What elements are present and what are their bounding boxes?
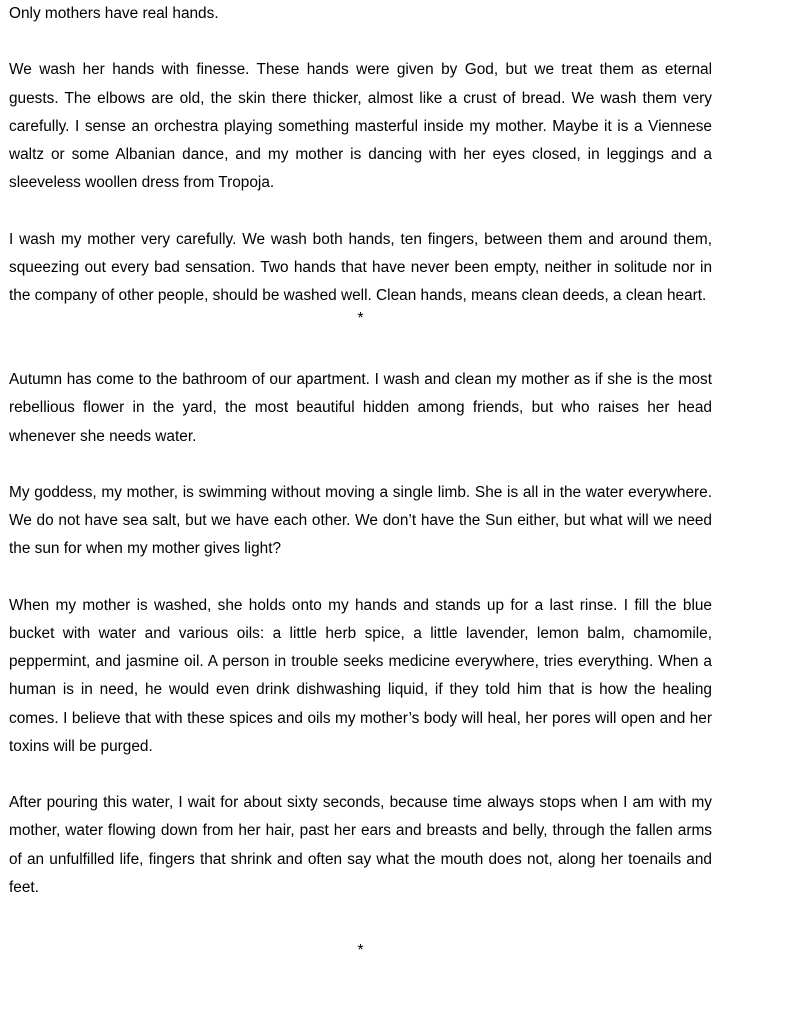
section-gap: [9, 328, 712, 366]
section-gap: [9, 902, 712, 942]
paragraph-gap: [9, 197, 712, 225]
paragraph-1: Only mothers have real hands.: [9, 5, 219, 22]
paragraph-2: We wash her hands with finesse. These hands were given by God, but we treat them as eternal guests. The elbows are old, the skin there thicker, almost like a crust of bread. We wash them very carefully. I sense an orchestra playing something masterful inside my mother. Maybe it is a Viennese waltz or some Albanian dance, and my mother is dancing with her eyes closed, in leggings and a sleeveless woollen dress from Tropoja.: [9, 61, 712, 192]
paragraph-gap: [9, 761, 712, 789]
paragraph-6: When my mother is washed, she holds onto my hands and stands up for a last rinse. I fill the blue bucket with water and various oils: a little herb spice, a little lavender, lemon balm, chamomile, peppermint, and jasmine oil. A person in trouble seeks medicine everywhere, tries everything. When a human is in need, he would even drink dishwashing liquid, if they told him that is how the healing comes. I believe that with these spices and oils my mother’s body will heal, her pores will open and her toxins will be purged.: [9, 596, 712, 755]
section-separator: *: [357, 310, 364, 328]
paragraph-4: Autumn has come to the bathroom of our apartment. I wash and clean my mother as if she is the most rebellious flower in the yard, the most beautiful hidden among friends, but who raises her head whenever she needs water.: [9, 371, 712, 445]
paragraph-7: After pouring this water, I wait for about sixty seconds, because time always stops when I am with my mother, water flowing down from her hair, past her ears and breasts and belly, through the fallen arms of an unfulfilled life, fingers that shrink and often say what the mouth does not, along her toenails and feet.: [9, 794, 712, 896]
paragraph-gap: [9, 564, 712, 592]
paragraph-gap: [9, 451, 712, 479]
paragraph-gap: [9, 28, 712, 56]
paragraph-3: I wash my mother very carefully. We wash both hands, ten fingers, between them and around them, squeezing out every bad sensation. Two hands that have never been empty, neither in solitude nor in the company of other people, should be washed well. Clean hands, means clean deeds, a clean heart.: [9, 230, 712, 304]
section-separator: *: [357, 942, 364, 960]
paragraph-5: My goddess, my mother, is swimming without moving a single limb. She is all in the water everywhere. We do not have sea salt, but we have each other. We don’t have the Sun either, but what will we need the sun for when my mother gives light?: [9, 484, 712, 558]
document-page: [9, 0, 712, 960]
